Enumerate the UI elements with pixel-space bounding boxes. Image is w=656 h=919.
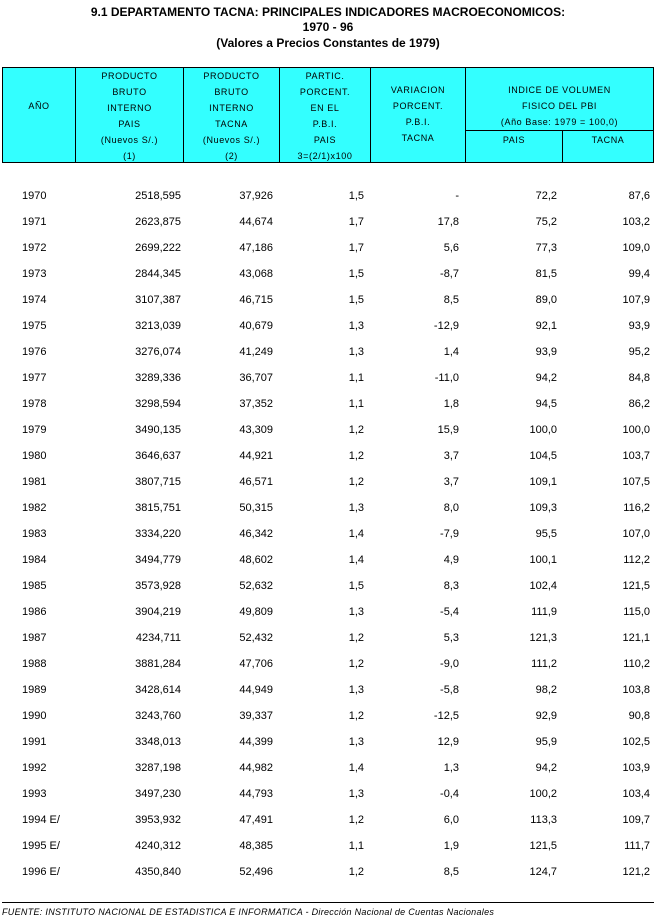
cell-pbi-tacna: 44,674 <box>239 216 273 228</box>
table-row <box>0 603 656 629</box>
cell-participacion: 1,7 <box>348 216 364 228</box>
cell-indice-pais: 94,2 <box>535 372 557 384</box>
cell-indice-pais: 121,3 <box>529 632 557 644</box>
cell-indice-tacna: 100,0 <box>622 424 650 436</box>
table-row <box>0 785 656 811</box>
table-row <box>0 473 656 499</box>
cell-pbi-pais: 3428,614 <box>135 684 181 696</box>
cell-year: 1978 <box>22 398 47 410</box>
table-row <box>0 629 656 655</box>
cell-variacion: -12,5 <box>433 710 459 722</box>
cell-indice-tacna: 107,5 <box>622 476 650 488</box>
cell-pbi-pais: 3646,637 <box>135 450 181 462</box>
cell-indice-tacna: 95,2 <box>628 346 650 358</box>
cell-year: 1970 <box>22 190 47 202</box>
cell-variacion: 5,3 <box>443 632 459 644</box>
cell-variacion: 5,6 <box>443 242 459 254</box>
cell-pbi-tacna: 36,707 <box>239 372 273 384</box>
cell-pbi-pais: 4234,711 <box>135 632 181 644</box>
cell-indice-pais: 121,5 <box>529 840 557 852</box>
cell-indice-pais: 104,5 <box>529 450 557 462</box>
header-indice-tacna: TACNA <box>591 135 625 145</box>
cell-indice-pais: 77,3 <box>535 242 557 254</box>
cell-year: 1974 <box>22 294 47 306</box>
cell-pbi-pais: 3213,039 <box>135 320 181 332</box>
cell-participacion: 1,2 <box>348 476 364 488</box>
cell-variacion: -12,9 <box>433 320 459 332</box>
cell-variacion: 12,9 <box>437 736 459 748</box>
cell-pbi-tacna: 46,715 <box>239 294 273 306</box>
table-row <box>0 863 656 889</box>
table-row <box>0 759 656 785</box>
cell-year: 1980 <box>22 450 47 462</box>
table-row <box>0 395 656 421</box>
cell-pbi-tacna: 37,926 <box>239 190 273 202</box>
header-year: AÑO <box>28 101 50 111</box>
header-pbi-pais: PRODUCTO BRUTO INTERNO PAIS (Nuevos S/.) (1) <box>100 71 159 161</box>
cell-pbi-pais: 2518,595 <box>135 190 181 202</box>
cell-participacion: 1,2 <box>348 710 364 722</box>
cell-pbi-tacna: 46,571 <box>239 476 273 488</box>
header-variacion: VARIACION PORCENT. P.B.I. TACNA <box>390 85 446 143</box>
cell-indice-pais: 111,9 <box>531 606 557 618</box>
cell-pbi-pais: 3334,220 <box>135 528 181 540</box>
cell-indice-pais: 92,9 <box>535 710 557 722</box>
header-pbi-tacna: PRODUCTO BRUTO INTERNO TACNA (Nuevos S/.) (2) <box>202 71 261 161</box>
table-row <box>0 499 656 525</box>
header-indice-volumen: INDICE DE VOLUMEN FISICO DEL PBI (Año Base: 1979 = 100,0) <box>500 85 619 127</box>
cell-pbi-pais: 3573,928 <box>135 580 181 592</box>
cell-participacion: 1,5 <box>348 294 364 306</box>
cell-indice-tacna: 115,0 <box>623 606 650 618</box>
table-row <box>0 369 656 395</box>
cell-pbi-pais: 3494,779 <box>135 554 181 566</box>
cell-variacion: 1,9 <box>443 840 459 852</box>
cell-year: 1971 <box>22 216 47 228</box>
table-row <box>0 421 656 447</box>
table-title: 9.1 DEPARTAMENTO TACNA: PRINCIPALES INDICADORES MACROECONOMICOS: <box>90 5 566 19</box>
cell-pbi-pais: 3298,594 <box>135 398 181 410</box>
cell-pbi-pais: 3807,715 <box>135 476 181 488</box>
cell-pbi-tacna: 39,337 <box>239 710 273 722</box>
cell-participacion: 1,7 <box>348 242 364 254</box>
cell-pbi-tacna: 47,491 <box>239 814 273 826</box>
cell-participacion: 1,2 <box>348 424 364 436</box>
cell-variacion: 3,7 <box>443 450 459 462</box>
cell-indice-tacna: 102,5 <box>622 736 650 748</box>
cell-participacion: 1,3 <box>348 736 364 748</box>
cell-participacion: 1,3 <box>348 788 364 800</box>
cell-pbi-pais: 3490,135 <box>135 424 181 436</box>
cell-variacion: -7,9 <box>440 528 459 540</box>
cell-variacion: 1,3 <box>443 762 459 774</box>
cell-indice-tacna: 109,0 <box>622 242 650 254</box>
cell-indice-tacna: 109,7 <box>622 814 650 826</box>
cell-pbi-pais: 2699,222 <box>135 242 181 254</box>
table-row <box>0 213 656 239</box>
cell-year: 1975 <box>22 320 47 332</box>
table-row <box>0 317 656 343</box>
cell-variacion: 6,0 <box>443 814 459 826</box>
cell-year: 1972 <box>22 242 47 254</box>
table-row <box>0 811 656 837</box>
cell-participacion: 1,3 <box>348 346 364 358</box>
cell-pbi-pais: 3276,074 <box>135 346 181 358</box>
cell-indice-pais: 89,0 <box>535 294 557 306</box>
table-row <box>0 707 656 733</box>
cell-pbi-tacna: 44,949 <box>239 684 273 696</box>
cell-indice-tacna: 99,4 <box>628 268 650 280</box>
cell-pbi-tacna: 48,602 <box>239 554 273 566</box>
cell-variacion: 8,0 <box>443 502 459 514</box>
cell-year: 1976 <box>22 346 47 358</box>
table-row <box>0 551 656 577</box>
cell-pbi-tacna: 40,679 <box>239 320 273 332</box>
cell-participacion: 1,2 <box>348 632 364 644</box>
cell-year: 1983 <box>22 528 47 540</box>
cell-participacion: 1,5 <box>348 190 364 202</box>
cell-indice-tacna: 103,2 <box>622 216 650 228</box>
cell-year: 1977 <box>22 372 47 384</box>
cell-participacion: 1,3 <box>348 502 364 514</box>
cell-variacion: -5,4 <box>440 606 459 618</box>
cell-indice-pais: 92,1 <box>535 320 557 332</box>
cell-pbi-tacna: 43,309 <box>239 424 273 436</box>
cell-pbi-pais: 3243,760 <box>135 710 181 722</box>
cell-year: 1995 E/ <box>22 840 60 852</box>
cell-pbi-pais: 2844,345 <box>135 268 181 280</box>
cell-indice-tacna: 116,2 <box>623 502 650 514</box>
cell-pbi-tacna: 43,068 <box>239 268 273 280</box>
cell-variacion: - <box>455 190 459 202</box>
cell-indice-pais: 98,2 <box>535 684 557 696</box>
cell-indice-pais: 111,2 <box>531 658 557 670</box>
cell-indice-tacna: 121,5 <box>622 580 650 592</box>
cell-participacion: 1,4 <box>348 554 364 566</box>
table-row <box>0 265 656 291</box>
cell-participacion: 1,3 <box>348 606 364 618</box>
header-indice-pais: PAIS <box>502 135 526 145</box>
cell-indice-pais: 100,0 <box>529 424 557 436</box>
cell-variacion: -8,7 <box>440 268 459 280</box>
cell-indice-tacna: 87,6 <box>628 190 650 202</box>
cell-variacion: 8,5 <box>443 866 459 878</box>
table-period: 1970 - 96 <box>302 20 354 34</box>
cell-variacion: 15,9 <box>437 424 459 436</box>
cell-pbi-pais: 3881,284 <box>135 658 181 670</box>
table-row <box>0 239 656 265</box>
cell-pbi-pais: 3953,932 <box>135 814 181 826</box>
cell-pbi-tacna: 47,706 <box>239 658 273 670</box>
cell-indice-pais: 75,2 <box>535 216 557 228</box>
cell-indice-pais: 72,2 <box>535 190 557 202</box>
cell-participacion: 1,2 <box>348 814 364 826</box>
source-note: FUENTE: INSTITUTO NACIONAL DE ESTADISTICA E INFORMATICA - Dirección Nacional de Cuentas Nacionales <box>2 902 654 917</box>
cell-indice-tacna: 84,8 <box>628 372 650 384</box>
cell-year: 1973 <box>22 268 47 280</box>
cell-indice-tacna: 107,9 <box>622 294 650 306</box>
cell-year: 1992 <box>22 762 47 774</box>
table-row <box>0 447 656 473</box>
cell-variacion: -9,0 <box>440 658 459 670</box>
cell-year: 1991 <box>22 736 47 748</box>
cell-participacion: 1,1 <box>348 398 364 410</box>
cell-indice-tacna: 121,1 <box>622 632 650 644</box>
cell-pbi-tacna: 46,342 <box>239 528 273 540</box>
cell-variacion: 8,3 <box>443 580 459 592</box>
table-subtitle: (Valores a Precios Constantes de 1979) <box>216 36 440 50</box>
cell-indice-pais: 94,2 <box>535 762 557 774</box>
cell-variacion: 8,5 <box>443 294 459 306</box>
cell-participacion: 1,2 <box>348 658 364 670</box>
cell-pbi-tacna: 50,315 <box>239 502 273 514</box>
cell-indice-pais: 109,1 <box>529 476 557 488</box>
cell-year: 1988 <box>22 658 47 670</box>
cell-participacion: 1,4 <box>348 528 364 540</box>
cell-indice-tacna: 103,8 <box>622 684 650 696</box>
cell-year: 1982 <box>22 502 47 514</box>
cell-indice-pais: 100,2 <box>529 788 557 800</box>
table-row <box>0 577 656 603</box>
cell-pbi-tacna: 37,352 <box>239 398 273 410</box>
cell-indice-pais: 109,3 <box>529 502 557 514</box>
cell-indice-tacna: 107,0 <box>622 528 650 540</box>
cell-pbi-pais: 3289,336 <box>135 372 181 384</box>
cell-year: 1996 E/ <box>22 866 60 878</box>
cell-indice-pais: 113,3 <box>530 814 557 826</box>
cell-variacion: -0,4 <box>440 788 459 800</box>
cell-year: 1994 E/ <box>22 814 60 826</box>
cell-indice-tacna: 90,8 <box>628 710 650 722</box>
cell-participacion: 1,2 <box>348 866 364 878</box>
cell-variacion: 1,4 <box>443 346 459 358</box>
cell-pbi-pais: 3497,230 <box>135 788 181 800</box>
table-row <box>0 837 656 863</box>
cell-variacion: 17,8 <box>437 216 459 228</box>
cell-variacion: -5,8 <box>440 684 459 696</box>
cell-indice-pais: 102,4 <box>529 580 557 592</box>
table-row <box>0 525 656 551</box>
cell-pbi-pais: 4350,840 <box>135 866 181 878</box>
cell-pbi-tacna: 52,632 <box>239 580 273 592</box>
cell-indice-tacna: 112,2 <box>623 554 650 566</box>
cell-pbi-pais: 3107,387 <box>135 294 181 306</box>
table-row <box>0 343 656 369</box>
cell-pbi-tacna: 48,385 <box>239 840 273 852</box>
cell-indice-tacna: 121,2 <box>622 866 650 878</box>
cell-indice-tacna: 103,7 <box>622 450 650 462</box>
cell-year: 1984 <box>22 554 47 566</box>
table-row <box>0 655 656 681</box>
cell-participacion: 1,4 <box>348 762 364 774</box>
cell-year: 1990 <box>22 710 47 722</box>
cell-pbi-pais: 2623,875 <box>135 216 181 228</box>
cell-participacion: 1,1 <box>348 840 364 852</box>
cell-indice-pais: 95,9 <box>535 736 557 748</box>
table-body <box>0 187 656 889</box>
cell-pbi-pais: 3287,198 <box>135 762 181 774</box>
header-participacion: PARTIC. PORCENT. EN EL P.B.I. PAIS 3=(2/1)x100 <box>297 71 353 161</box>
cell-participacion: 1,5 <box>348 268 364 280</box>
cell-indice-pais: 124,7 <box>529 866 557 878</box>
cell-participacion: 1,3 <box>348 320 364 332</box>
cell-indice-tacna: 110,2 <box>623 658 650 670</box>
cell-participacion: 1,3 <box>348 684 364 696</box>
cell-pbi-tacna: 44,399 <box>239 736 273 748</box>
cell-pbi-tacna: 41,249 <box>239 346 273 358</box>
cell-variacion: 3,7 <box>443 476 459 488</box>
cell-pbi-tacna: 52,496 <box>239 866 273 878</box>
table-header <box>2 67 654 163</box>
cell-indice-tacna: 111,7 <box>624 840 650 852</box>
cell-participacion: 1,5 <box>348 580 364 592</box>
cell-indice-tacna: 86,2 <box>628 398 650 410</box>
cell-pbi-pais: 4240,312 <box>135 840 181 852</box>
cell-year: 1985 <box>22 580 47 592</box>
cell-pbi-tacna: 44,982 <box>239 762 273 774</box>
table-row <box>0 187 656 213</box>
cell-participacion: 1,2 <box>348 450 364 462</box>
cell-year: 1987 <box>22 632 47 644</box>
cell-indice-pais: 100,1 <box>529 554 557 566</box>
cell-indice-pais: 95,5 <box>535 528 557 540</box>
cell-year: 1986 <box>22 606 47 618</box>
cell-pbi-tacna: 44,921 <box>239 450 273 462</box>
cell-year: 1989 <box>22 684 47 696</box>
cell-participacion: 1,1 <box>348 372 364 384</box>
cell-indice-pais: 93,9 <box>535 346 557 358</box>
cell-year: 1981 <box>22 476 47 488</box>
cell-pbi-pais: 3348,013 <box>135 736 181 748</box>
cell-pbi-pais: 3815,751 <box>135 502 181 514</box>
cell-pbi-tacna: 52,432 <box>239 632 273 644</box>
cell-pbi-tacna: 44,793 <box>239 788 273 800</box>
table-row <box>0 733 656 759</box>
cell-year: 1993 <box>22 788 47 800</box>
cell-variacion: 4,9 <box>443 554 459 566</box>
cell-variacion: -11,0 <box>434 372 459 384</box>
cell-year: 1979 <box>22 424 47 436</box>
cell-pbi-tacna: 49,809 <box>239 606 273 618</box>
cell-variacion: 1,8 <box>443 398 459 410</box>
cell-indice-tacna: 103,4 <box>622 788 650 800</box>
table-row <box>0 681 656 707</box>
cell-indice-tacna: 103,9 <box>622 762 650 774</box>
cell-indice-tacna: 93,9 <box>628 320 650 332</box>
cell-indice-pais: 94,5 <box>535 398 557 410</box>
cell-indice-pais: 81,5 <box>535 268 557 280</box>
table-row <box>0 291 656 317</box>
cell-pbi-tacna: 47,186 <box>239 242 273 254</box>
cell-pbi-pais: 3904,219 <box>135 606 181 618</box>
